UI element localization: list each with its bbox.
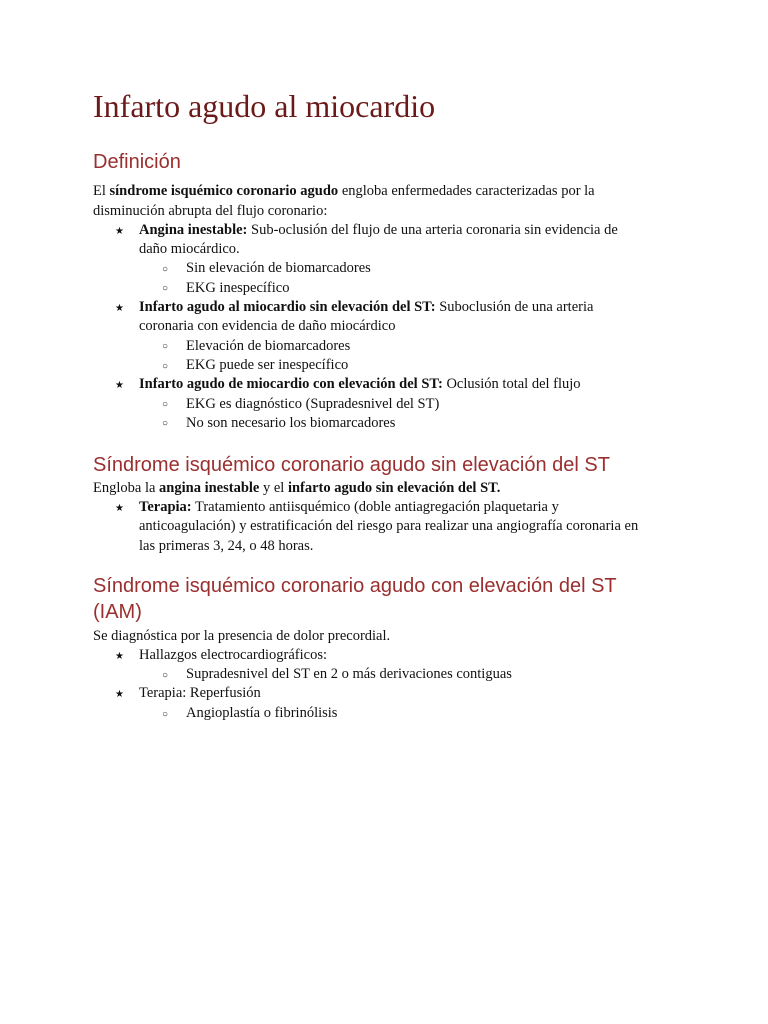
section-heading-definicion: Definición [93, 151, 181, 173]
list-item-line2: anticoagulación) y estratificación del riesgo para realizar una angiografía coronaria en [139, 518, 639, 534]
list-item-iam-con-st: Infarto agudo de miocardio con elevación del ST: Oclusión total del flujo [139, 376, 581, 392]
list-item-terapia-reperfusion: Terapia: Reperfusión [139, 685, 261, 701]
sub-list-item: EKG inespecífico [186, 280, 290, 296]
sin-st-intro: Engloba la angina inestable y el infarto agudo sin elevación del ST. [93, 480, 501, 496]
sub-list-item: EKG puede ser inespecífico [186, 357, 349, 373]
circle-bullet-icon: ○ [162, 283, 169, 294]
sub-list-item: Angioplastía o fibrinólisis [186, 705, 338, 721]
list-item-line2: daño miocárdico. [139, 241, 240, 257]
circle-bullet-icon: ○ [162, 418, 169, 429]
star-bullet-icon: ★ [115, 651, 124, 662]
list-item-line3: las primeras 3, 24, o 48 horas. [139, 538, 314, 554]
circle-bullet-icon: ○ [162, 709, 169, 720]
section-heading-con-st: Síndrome isquémico coronario agudo con elevación del ST [93, 575, 617, 597]
sub-list-item: Sin elevación de biomarcadores [186, 260, 371, 276]
star-bullet-icon: ★ [115, 303, 124, 314]
sub-list-item: Elevación de biomarcadores [186, 338, 351, 354]
list-item-angina-inestable: Angina inestable: Sub-oclusión del flujo de una arteria coronaria sin evidencia de [139, 222, 618, 238]
circle-bullet-icon: ○ [162, 341, 169, 352]
definicion-intro-line2: disminución abrupta del flujo coronario: [93, 203, 328, 219]
con-st-intro: Se diagnóstica por la presencia de dolor precordial. [93, 628, 391, 644]
list-item-iam-sin-st: Infarto agudo al miocardio sin elevación del ST: Suboclusión de una arteria [139, 299, 594, 315]
star-bullet-icon: ★ [115, 689, 124, 700]
sub-list-item: Supradesnivel del ST en 2 o más derivaciones contiguas [186, 666, 512, 682]
sub-list-item: No son necesario los biomarcadores [186, 415, 396, 431]
list-item-hallazgos: Hallazgos electrocardiográficos: [139, 647, 328, 663]
section-heading-sin-st: Síndrome isquémico coronario agudo sin elevación del ST [93, 454, 610, 476]
list-item-terapia: Terapia: Tratamiento antiisquémico (doble antiagregación plaquetaria y [139, 499, 559, 515]
page-title: Infarto agudo al miocardio [93, 88, 436, 124]
circle-bullet-icon: ○ [162, 361, 169, 372]
definicion-intro: El síndrome isquémico coronario agudo engloba enfermedades caracterizadas por la [93, 183, 595, 199]
star-bullet-icon: ★ [115, 380, 124, 391]
sub-list-item: EKG es diagnóstico (Supradesnivel del ST) [186, 396, 440, 412]
circle-bullet-icon: ○ [162, 670, 169, 681]
star-bullet-icon: ★ [115, 503, 124, 514]
section-heading-con-st-line2: (IAM) [93, 601, 142, 623]
star-bullet-icon: ★ [115, 226, 124, 237]
circle-bullet-icon: ○ [162, 264, 169, 275]
circle-bullet-icon: ○ [162, 399, 169, 410]
list-item-line2: coronaria con evidencia de daño miocárdico [139, 318, 396, 334]
